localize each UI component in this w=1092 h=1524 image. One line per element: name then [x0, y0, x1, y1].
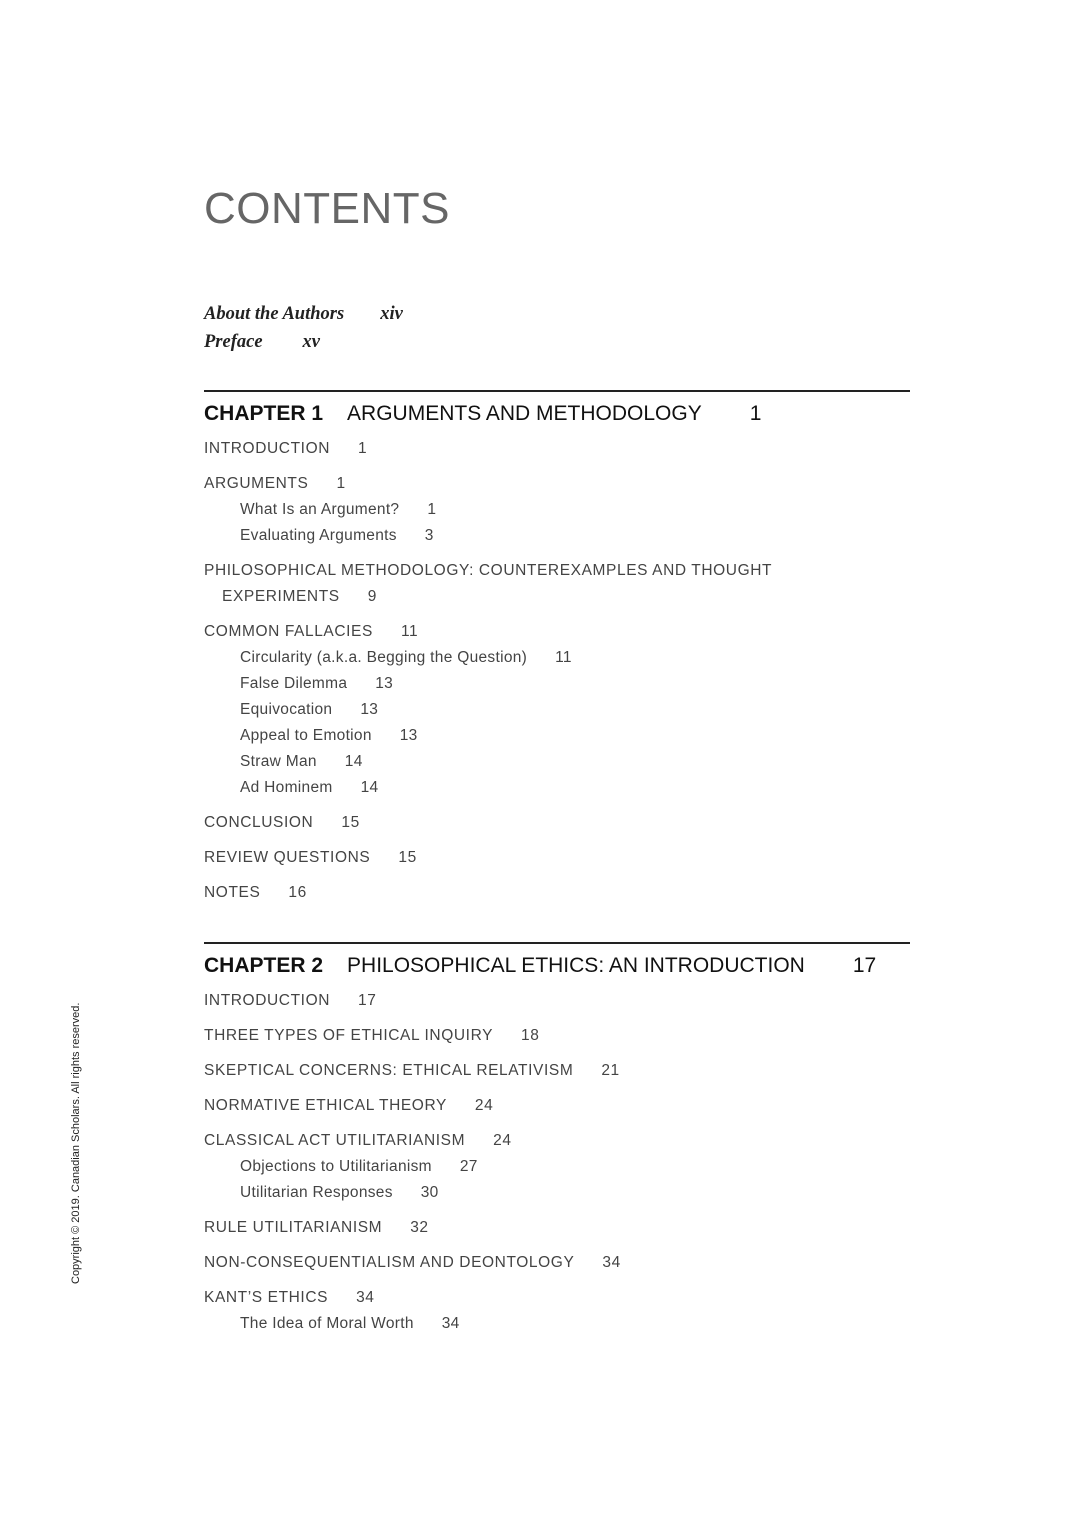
toc-entry-page: 24 — [493, 1132, 512, 1149]
toc-entry-page: 13 — [375, 675, 394, 692]
page-title: CONTENTS — [204, 184, 450, 233]
toc-subentry[interactable] — [204, 749, 910, 775]
toc-entry-label: Straw Man — [240, 753, 317, 770]
chapter-entries — [204, 988, 910, 1337]
chapter-2 — [204, 942, 910, 1337]
toc-entry[interactable] — [204, 988, 910, 1014]
toc-entry-page: 34 — [441, 1315, 460, 1332]
toc-entry-page: xiv — [380, 304, 403, 324]
chapter-number: CHAPTER 1 — [204, 402, 324, 425]
toc-subentry[interactable] — [204, 645, 910, 671]
toc-entry[interactable] — [204, 880, 910, 906]
toc-subentry[interactable] — [204, 775, 910, 801]
toc-entry[interactable] — [204, 1250, 910, 1276]
toc-entry-about-authors[interactable] — [204, 300, 403, 328]
chapter-page: 1 — [749, 402, 762, 425]
toc-entry-page: 14 — [344, 753, 363, 770]
toc-entry-page: 17 — [358, 992, 377, 1009]
toc-entry-label: INTRODUCTION — [204, 440, 331, 457]
toc-entry-page: 11 — [555, 649, 572, 666]
toc-entry-page: 11 — [400, 623, 419, 640]
toc-entry-label: EXPERIMENTS — [222, 588, 340, 605]
toc-entry-page: 34 — [356, 1289, 375, 1306]
toc-entry-page: 15 — [398, 849, 417, 866]
toc-entry-page: 24 — [474, 1097, 494, 1114]
toc-entry-label: ARGUMENTS — [204, 475, 309, 492]
toc-subentry[interactable] — [204, 723, 910, 749]
toc-entry-label: About the Authors — [204, 304, 345, 324]
toc-subentry[interactable] — [204, 697, 910, 723]
toc-entry-page: 1 — [336, 475, 346, 492]
toc-entry-page: 1 — [427, 501, 437, 518]
toc-entry-label: What Is an Argument? — [240, 501, 400, 518]
toc-entry-label: RULE UTILITARIANISM — [204, 1219, 383, 1236]
toc-entry[interactable] — [204, 436, 910, 462]
toc-subentry[interactable] — [204, 1180, 910, 1206]
toc-subentry[interactable] — [204, 1311, 910, 1337]
toc-subentry[interactable] — [204, 671, 910, 697]
toc-entry-label: Utilitarian Responses — [240, 1184, 393, 1201]
toc-entry[interactable] — [204, 1093, 910, 1119]
toc-entry-label: NON-CONSEQUENTIALISM AND DEONTOLOGY — [204, 1254, 575, 1271]
toc-entry[interactable] — [204, 1285, 910, 1311]
front-matter — [204, 300, 403, 356]
toc-entry[interactable] — [204, 1023, 910, 1049]
chapter-page: 17 — [852, 954, 877, 977]
toc-entry[interactable] — [204, 471, 910, 497]
chapter-title: PHILOSOPHICAL ETHICS: AN INTRODUCTION — [347, 954, 805, 977]
chapter-heading[interactable] — [204, 952, 910, 980]
toc-entry-label: Ad Hominem — [240, 779, 333, 796]
chapter-title: ARGUMENTS AND METHODOLOGY — [347, 402, 702, 425]
toc-entry-page: 27 — [459, 1158, 478, 1175]
toc-entry-label: Objections to Utilitarianism — [240, 1158, 432, 1175]
toc-entry-page: 34 — [602, 1254, 621, 1271]
toc-entry-label: The Idea of Moral Worth — [240, 1315, 414, 1332]
toc-entry[interactable] — [204, 1215, 910, 1241]
toc-entry[interactable] — [204, 619, 910, 645]
toc-entry[interactable] — [204, 558, 910, 584]
toc-entry-preface[interactable] — [204, 328, 403, 356]
toc-entry-label: Preface — [204, 332, 263, 352]
toc-entry-label: Circularity (a.k.a. Begging the Question) — [240, 649, 528, 666]
toc-subentry[interactable] — [204, 523, 910, 549]
copyright-notice: Copyright © 2019. Canadian Scholars. All rights reserved. — [70, 1002, 82, 1284]
toc-entry-page: 9 — [367, 588, 377, 605]
toc-entry-page: 30 — [420, 1184, 439, 1201]
toc-entry-page: 21 — [601, 1062, 620, 1079]
toc-subentry[interactable] — [204, 1154, 910, 1180]
toc-subentry[interactable] — [204, 497, 910, 523]
toc-entry[interactable] — [204, 1128, 910, 1154]
toc-entry-page: 14 — [360, 779, 379, 796]
toc-entry-label: REVIEW QUESTIONS — [204, 849, 371, 866]
toc-entry-label: KANT’S ETHICS — [204, 1289, 329, 1306]
toc-entry-page: 1 — [358, 440, 368, 457]
toc-entry-label: False Dilemma — [240, 675, 348, 692]
chapter-number: CHAPTER 2 — [204, 954, 324, 977]
toc-entry-label: THREE TYPES OF ETHICAL INQUIRY — [204, 1027, 494, 1044]
toc-entry-label: CLASSICAL ACT UTILITARIANISM — [204, 1132, 466, 1149]
toc-entry-page: 13 — [399, 727, 418, 744]
toc-entry-page: xv — [302, 332, 321, 352]
toc-entry-page: 15 — [341, 814, 360, 831]
toc-entry-label: INTRODUCTION — [204, 992, 331, 1009]
toc-entry[interactable] — [204, 845, 910, 871]
toc-entry-page: 16 — [288, 884, 307, 901]
toc-entry-label: NORMATIVE ETHICAL THEORY — [204, 1097, 447, 1114]
chapter-1 — [204, 390, 910, 906]
toc-entry-label: PHILOSOPHICAL METHODOLOGY: COUNTEREXAMPLES AND THOUGHT — [204, 562, 773, 579]
toc-entry-page: 13 — [360, 701, 379, 718]
chapter-divider — [204, 390, 910, 392]
toc-entry-page: 32 — [410, 1219, 429, 1236]
toc-entry-page: 18 — [521, 1027, 540, 1044]
toc-entry-label: COMMON FALLACIES — [204, 623, 373, 640]
toc-entry[interactable] — [204, 810, 910, 836]
chapter-entries — [204, 436, 910, 906]
toc-entry-page: 3 — [424, 527, 434, 544]
chapter-heading[interactable] — [204, 400, 910, 428]
toc-entry-label: Appeal to Emotion — [240, 727, 372, 744]
toc-entry-label: NOTES — [204, 884, 261, 901]
toc-entry-label: Evaluating Arguments — [240, 527, 397, 544]
toc-entry[interactable] — [204, 1058, 910, 1084]
toc-entry-label: Equivocation — [240, 701, 333, 718]
toc-entry-continuation[interactable] — [204, 584, 910, 610]
toc-entry-label: CONCLUSION — [204, 814, 314, 831]
toc-entry-label: SKEPTICAL CONCERNS: ETHICAL RELATIVISM — [204, 1062, 574, 1079]
chapter-divider — [204, 942, 910, 944]
